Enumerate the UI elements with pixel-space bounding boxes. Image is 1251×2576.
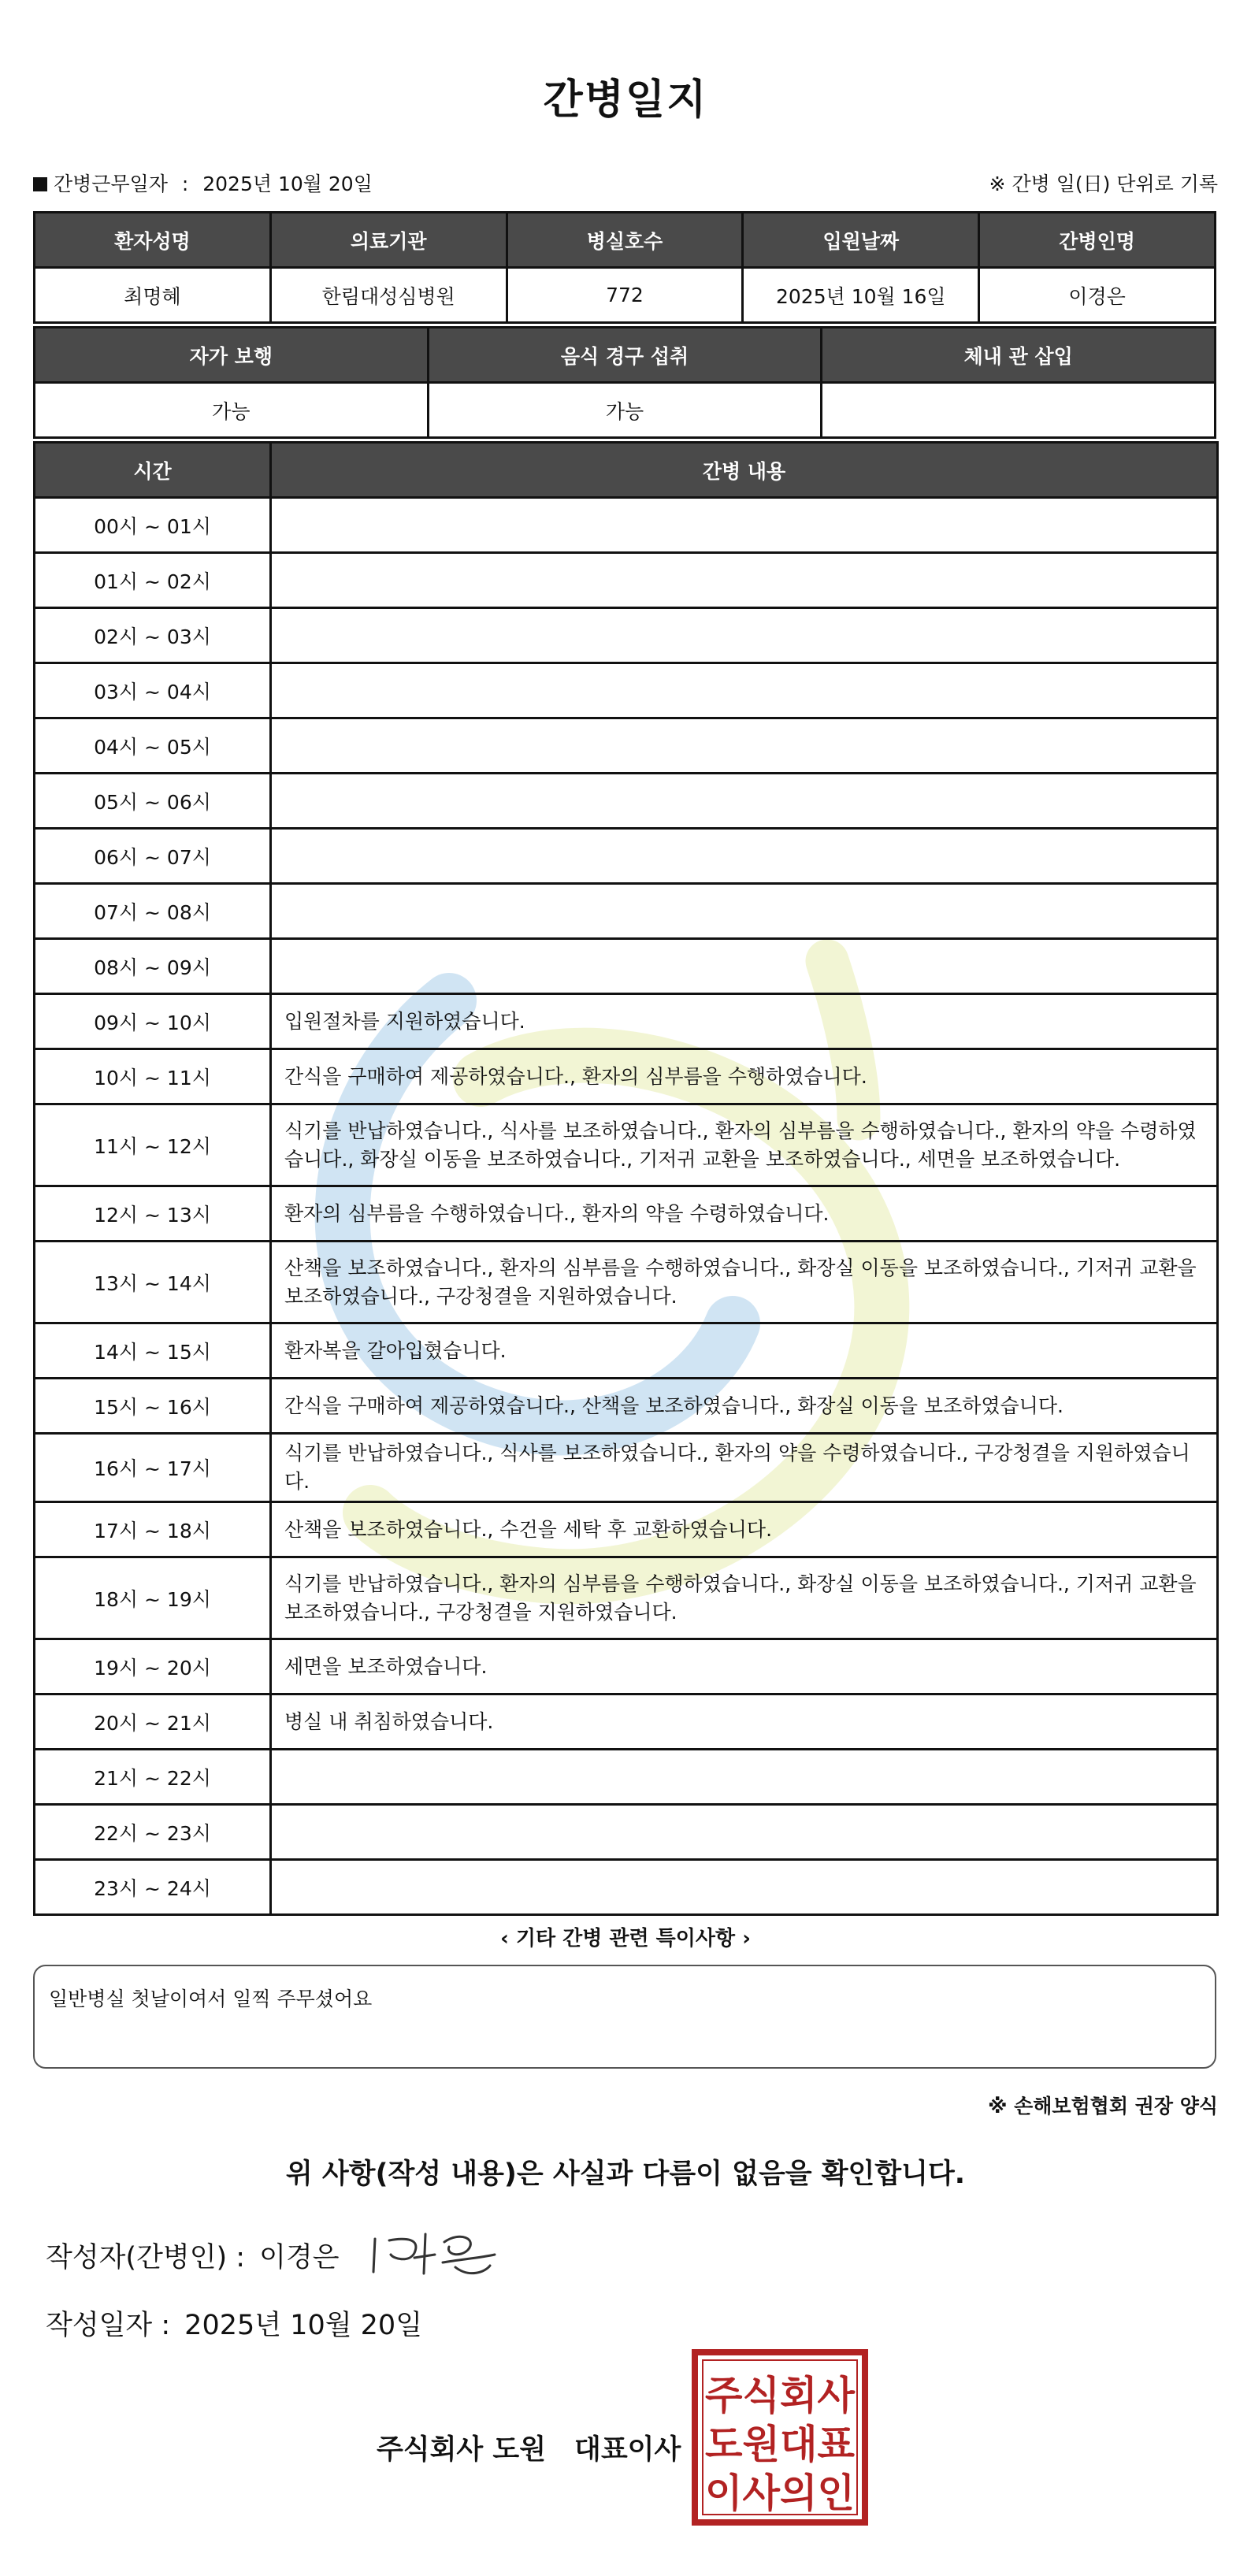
table-row: [35, 1805, 1218, 1860]
written-date-value: 2025년 10월 20일: [184, 2310, 422, 2341]
care-content: [271, 608, 1218, 663]
header-hospital: 의료기관: [270, 213, 507, 268]
care-content: [271, 1805, 1218, 1860]
writer-line: [46, 2236, 340, 2275]
time-slot: 01시 ~ 02시: [35, 553, 271, 608]
time-slot: 22시 ~ 23시: [35, 1805, 271, 1860]
room-number: 772: [507, 268, 743, 323]
work-date-label: 간병근무일자: [54, 173, 168, 195]
patient-info-table: [33, 211, 1216, 324]
table-row: [35, 884, 1218, 939]
time-slot: 09시 ~ 10시: [35, 994, 271, 1049]
time-slot: 21시 ~ 22시: [35, 1750, 271, 1805]
time-slot: 17시 ~ 18시: [35, 1502, 271, 1557]
table-header-row: [35, 213, 1216, 268]
table-row: [35, 774, 1218, 829]
time-slot: 15시 ~ 16시: [35, 1379, 271, 1434]
hospital: 한림대성심병원: [270, 268, 507, 323]
table-row: [35, 1186, 1218, 1242]
work-date-line: [33, 169, 373, 197]
document-title: 간병일지: [543, 76, 708, 124]
writer-label: 작성자(간병인) :: [46, 2242, 246, 2273]
time-slot: 02시 ~ 03시: [35, 608, 271, 663]
notes-title: ‹ 기타 간병 관련 특이사항 ›: [500, 1927, 751, 1951]
oral-intake: 가능: [428, 383, 822, 438]
company-line: [377, 2428, 681, 2467]
header-oral-intake: 음식 경구 섭취: [428, 328, 822, 383]
confirmation-statement: 위 사항(작성 내용)은 사실과 다름이 없음을 확인합니다.: [285, 2158, 966, 2190]
care-content: [271, 498, 1218, 553]
time-slot: 07시 ~ 08시: [35, 884, 271, 939]
care-content: [271, 939, 1218, 994]
table-row: [35, 994, 1218, 1049]
care-content: [271, 1860, 1218, 1915]
care-content: 입원절차를 지원하였습니다.: [271, 994, 1218, 1049]
care-content: 간식을 구매하여 제공하였습니다., 산책을 보조하였습니다., 화장실 이동을 보조하였습니다.: [271, 1379, 1218, 1434]
self-walking: 가능: [35, 383, 429, 438]
header-care-content: 간병 내용: [271, 443, 1218, 498]
patient-name: 최명혜: [35, 268, 271, 323]
record-unit-note: ※ 간병 일(日) 단위로 기록: [989, 173, 1218, 195]
representative-title: 대표이사: [574, 2434, 681, 2466]
care-content: 식기를 반납하였습니다., 식사를 보조하였습니다., 환자의 심부름을 수행하였습니다., 환자의 약을 수령하였습니다., 화장실 이동을 보조하였습니다., 기저귀 교환을 보조하였습니다., 세면을 보조하였습니다.: [271, 1104, 1218, 1186]
table-row: [35, 939, 1218, 994]
time-slot: 03시 ~ 04시: [35, 663, 271, 718]
written-date-line: [46, 2303, 422, 2343]
table-row: [35, 1104, 1218, 1186]
table-row: [35, 1750, 1218, 1805]
time-slot: 06시 ~ 07시: [35, 829, 271, 884]
writer-name: 이경은: [259, 2242, 340, 2273]
care-content: 산책을 보조하였습니다., 환자의 심부름을 수행하였습니다., 화장실 이동을 보조하였습니다., 기저귀 교환을 보조하였습니다., 구강청결을 지원하였습니다.: [271, 1242, 1218, 1323]
table-row: [35, 1860, 1218, 1915]
table-header-row: [35, 328, 1216, 383]
care-content: [271, 553, 1218, 608]
time-slot: 12시 ~ 13시: [35, 1186, 271, 1242]
svg-text:도원대표: 도원대표: [705, 2422, 856, 2467]
table-row: [35, 1502, 1218, 1557]
company-name: 주식회사 도원: [377, 2434, 547, 2466]
time-slot: 04시 ~ 05시: [35, 718, 271, 774]
time-slot: 11시 ~ 12시: [35, 1104, 271, 1186]
care-content: 산책을 보조하였습니다., 수건을 세탁 후 교환하였습니다.: [271, 1502, 1218, 1557]
table-row: [35, 498, 1218, 553]
time-slot: 13시 ~ 14시: [35, 1242, 271, 1323]
care-content: 세면을 보조하였습니다.: [271, 1639, 1218, 1694]
separator: :: [181, 173, 189, 195]
company-seal-stamp: [690, 2348, 870, 2527]
table-header-row: [35, 443, 1218, 498]
caregiver-name: 이경은: [979, 268, 1216, 323]
table-row: [35, 718, 1218, 774]
time-slot: 19시 ~ 20시: [35, 1639, 271, 1694]
square-bullet-icon: [33, 177, 47, 191]
table-row: [35, 553, 1218, 608]
time-slot: 18시 ~ 19시: [35, 1557, 271, 1639]
header-admission-date: 입원날짜: [743, 213, 979, 268]
time-slot: 08시 ~ 09시: [35, 939, 271, 994]
care-content: 환자복을 갈아입혔습니다.: [271, 1323, 1218, 1379]
care-content: [271, 884, 1218, 939]
patient-status-table: [33, 326, 1216, 439]
table-row: [35, 829, 1218, 884]
table-row: [35, 1639, 1218, 1694]
time-slot: 10시 ~ 11시: [35, 1049, 271, 1104]
table-row: [35, 1694, 1218, 1750]
care-content: [271, 718, 1218, 774]
time-slot: 14시 ~ 15시: [35, 1323, 271, 1379]
table-row: [35, 383, 1216, 438]
header-self-walking: 자가 보행: [35, 328, 429, 383]
care-content: 간식을 구매하여 제공하였습니다., 환자의 심부름을 수행하였습니다.: [271, 1049, 1218, 1104]
tube-insertion: [822, 383, 1216, 438]
care-content: 식기를 반납하였습니다., 환자의 심부름을 수행하였습니다., 화장실 이동을 보조하였습니다., 기저귀 교환을 보조하였습니다., 구강청결을 지원하였습니다.: [271, 1557, 1218, 1639]
table-row: [35, 1557, 1218, 1639]
care-log-rows: [35, 498, 1218, 1915]
table-row: [35, 1323, 1218, 1379]
handwritten-signature: [367, 2223, 501, 2286]
care-content: 식기를 반납하였습니다., 식사를 보조하였습니다., 환자의 약을 수령하였습니다., 구강청결을 지원하였습니다.: [271, 1434, 1218, 1502]
svg-text:주식회사: 주식회사: [705, 2373, 856, 2418]
header-room-number: 병실호수: [507, 213, 743, 268]
table-row: [35, 1379, 1218, 1434]
care-log-table: [33, 441, 1219, 1916]
time-slot: 20시 ~ 21시: [35, 1694, 271, 1750]
time-slot: 23시 ~ 24시: [35, 1860, 271, 1915]
time-slot: 00시 ~ 01시: [35, 498, 271, 553]
care-content: [271, 1750, 1218, 1805]
time-slot: 05시 ~ 06시: [35, 774, 271, 829]
table-row: [35, 1434, 1218, 1502]
table-row: [35, 1242, 1218, 1323]
care-content: [271, 829, 1218, 884]
care-content: 병실 내 취침하였습니다.: [271, 1694, 1218, 1750]
admission-date: 2025년 10월 16일: [743, 268, 979, 323]
table-row: [35, 608, 1218, 663]
care-content: [271, 774, 1218, 829]
svg-text:이사의인: 이사의인: [705, 2470, 855, 2516]
header-patient-name: 환자성명: [35, 213, 271, 268]
care-content: 환자의 심부름을 수행하였습니다., 환자의 약을 수령하였습니다.: [271, 1186, 1218, 1242]
header-time: 시간: [35, 443, 271, 498]
table-row: [35, 268, 1216, 323]
care-content: [271, 663, 1218, 718]
table-row: [35, 1049, 1218, 1104]
table-row: [35, 663, 1218, 718]
header-caregiver-name: 간병인명: [979, 213, 1216, 268]
written-date-label: 작성일자 :: [46, 2310, 171, 2341]
recommend-form-note: ※ 손해보험협회 권장 양식: [988, 2095, 1218, 2118]
work-date-value: 2025년 10월 20일: [202, 173, 373, 195]
notes-text: 일반병실 첫날이여서 일찍 주무셨어요: [49, 1988, 373, 2010]
time-slot: 16시 ~ 17시: [35, 1434, 271, 1502]
notes-box: [33, 1965, 1216, 2069]
header-tube-insertion: 체내 관 삽입: [822, 328, 1216, 383]
